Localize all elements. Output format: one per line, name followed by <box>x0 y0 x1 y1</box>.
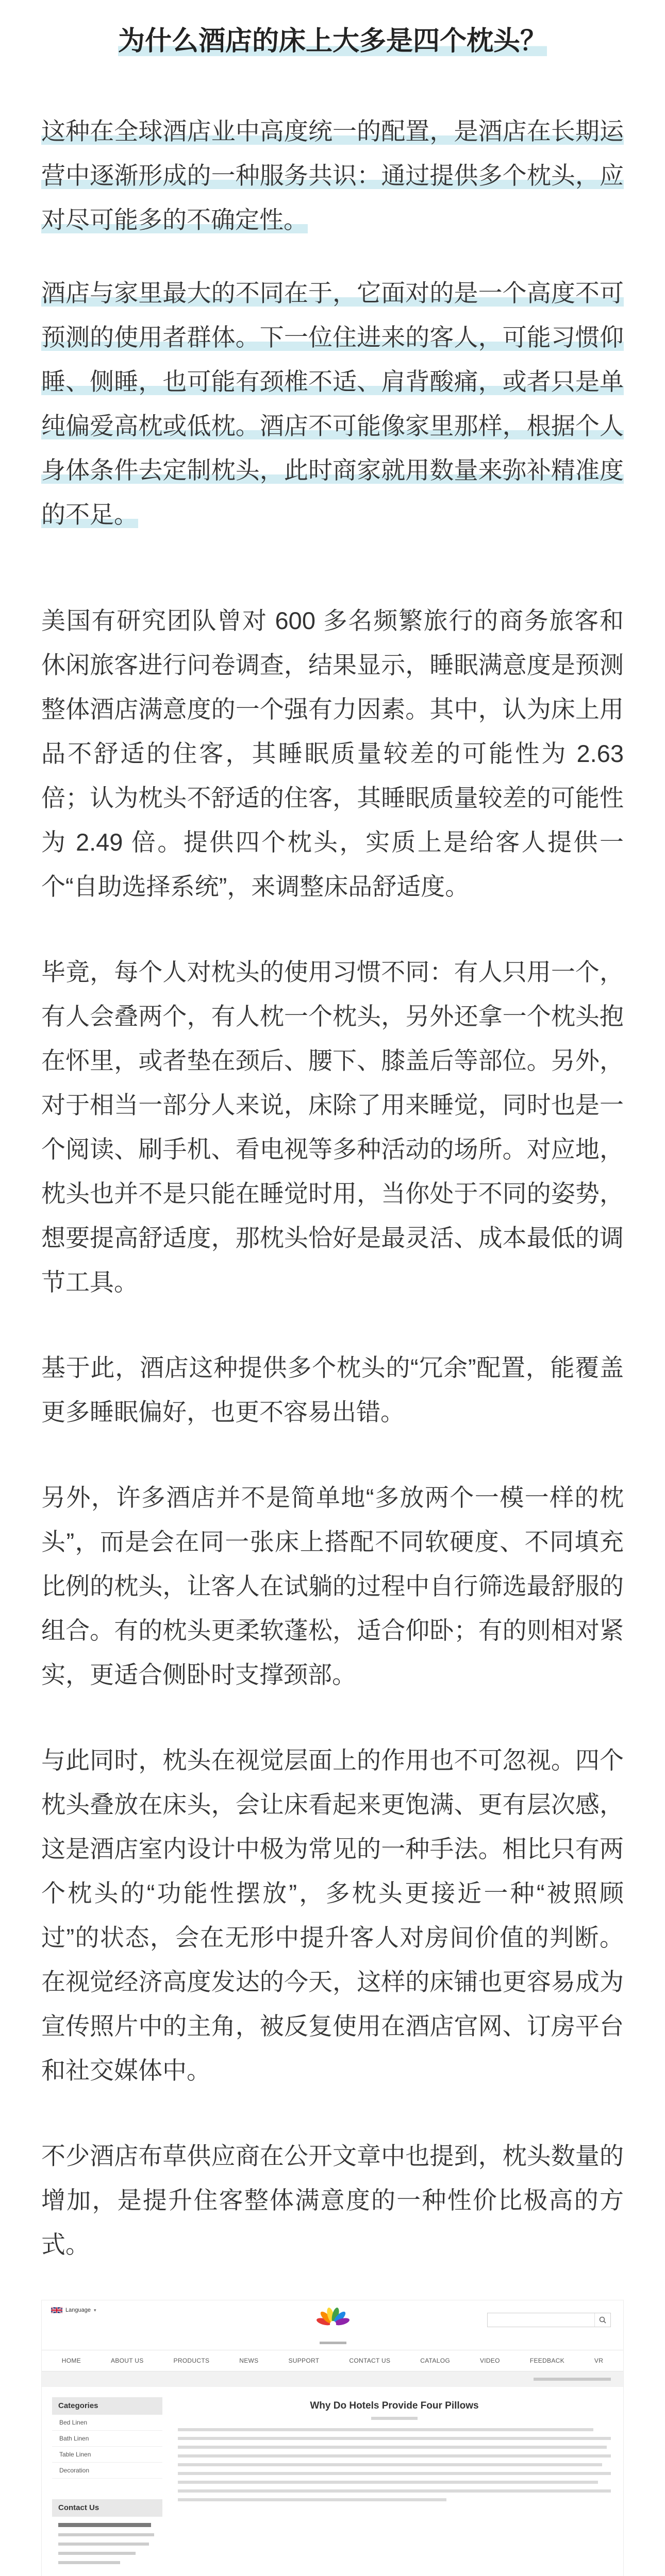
illegible-text-line <box>178 2463 602 2466</box>
site-nav-item-vr: VR <box>594 2357 604 2364</box>
language-selector <box>51 2307 96 2314</box>
search-button <box>594 2313 610 2327</box>
company-logo-icon <box>312 2303 354 2341</box>
illegible-text-line <box>178 2446 607 2449</box>
body-paragraph: 不少酒店布草供应商在公开文章中也提到，枕头数量的增加，是提升住客整体满意度的一种性价比极高的方式。 <box>41 2142 624 2258</box>
body-paragraph: 美国有研究团队曾对 600 多名频繁旅行的商务旅客和休闲旅客进行问卷调查，结果显示，睡眠满意度是预测整体酒店满意度的一个强有力因素。其中，认为床上用品不舒适的住客，其睡眠质量较差的可能性为 2.63 倍；认为枕头不舒适的住客，其睡眠质量较差的可能性为 2.49 倍。提供四个枕头，实质上是给客人提供一个“自助选择系统”，来调整床品舒适度。 <box>41 607 624 900</box>
article-title <box>41 19 624 64</box>
category-item: Table Linen <box>52 2447 162 2463</box>
logo-wordmark <box>320 2342 346 2344</box>
illegible-text-line <box>178 2481 598 2484</box>
search-icon <box>599 2316 606 2324</box>
intro-paragraph <box>41 271 624 537</box>
body-paragraph: 另外，许多酒店并不是简单地“多放两个一模一样的枕头”，而是会在同一张床上搭配不同软硬度、不同填充比例的枕头，让客人在试躺的过程中自行筛选最舒服的组合。有的枕头更柔软蓬松，适合仰卧；有的则相对紧实，更适合侧卧时支撑颈部。 <box>41 1484 624 1688</box>
illegible-text-line <box>58 2523 151 2527</box>
site-article <box>178 2400 611 2507</box>
site-article-title: Why Do Hotels Provide Four Pillows <box>310 2400 479 2411</box>
article-title-text: 为什么酒店的床上大多是四个枕头？ <box>118 26 547 56</box>
site-search-box <box>487 2313 611 2327</box>
site-nav-item-support: SUPPORT <box>288 2357 320 2364</box>
site-nav-item-products: PRODUCTS <box>173 2357 210 2364</box>
site-nav <box>42 2350 623 2371</box>
illegible-text-line <box>178 2498 446 2501</box>
illegible-text-line <box>58 2552 136 2555</box>
site-nav-item-news: NEWS <box>239 2357 259 2364</box>
intro-paragraph-text: 酒店与家里最大的不同在于，它面对的是一个高度不可预测的使用者群体。下一位住进来的客人，可能习惯仰睡、侧睡，也可能有颈椎不适、肩背酸痛，或者只是单纯偏爱高枕或低枕。酒店不可能像家里那样，根据个人身体条件去定制枕头，此时商家就用数量来弥补精准度的不足。 <box>41 279 624 528</box>
site-nav-item-video: VIDEO <box>479 2357 500 2364</box>
site-article-date <box>371 2417 418 2420</box>
breadcrumb <box>534 2378 611 2381</box>
language-label: Language <box>65 2307 91 2313</box>
illegible-text-line <box>58 2543 149 2546</box>
category-item: Decoration <box>52 2463 162 2479</box>
site-nav-item-catalog: CATALOG <box>420 2357 450 2364</box>
category-item: Bath Linen <box>52 2431 162 2447</box>
illegible-text-line <box>58 2561 120 2564</box>
categories-heading: Categories <box>52 2397 162 2415</box>
contact-details <box>52 2517 162 2564</box>
intro-paragraph-text: 这种在全球酒店业中高度统一的配置，是酒店在长期运营中逐渐形成的一种服务共识：通过提供多个枕头，应对尽可能多的不确定性。 <box>41 117 624 233</box>
illegible-text-line <box>178 2489 611 2493</box>
body-paragraph: 基于此，酒店这种提供多个枕头的“冗余”配置，能覆盖更多睡眠偏好，也更不容易出错。 <box>41 1354 624 1426</box>
category-item: Bed Linen <box>52 2415 162 2431</box>
illegible-text-line <box>178 2437 611 2440</box>
website-screenshot <box>41 2300 624 2576</box>
intro-paragraph <box>41 109 624 242</box>
company-logo <box>312 2303 354 2347</box>
illegible-text-line <box>58 2533 154 2536</box>
uk-flag-icon <box>51 2307 62 2314</box>
contact-heading: Contact Us <box>52 2499 162 2517</box>
illegible-text-line <box>178 2454 611 2458</box>
chevron-down-icon: ▾ <box>93 2307 96 2313</box>
body-paragraph: 毕竟，每个人对枕头的使用习惯不同：有人只用一个，有人会叠两个，有人枕一个枕头，另外还拿一个枕头抱在怀里，或者垫在颈后、腰下、膝盖后等部位。另外，对于相当一部分人来说，床除了用来睡觉，同时也是一个阅读、刷手机、看电视等多种活动的场所。对应地，枕头也并不是只能在睡觉时用，当你处于不同的姿势，想要提高舒适度，那枕头恰好是最灵活、成本最低的调节工具。 <box>41 958 624 1296</box>
site-sidebar <box>52 2397 162 2570</box>
site-nav-item-contact-us: CONTACT US <box>349 2357 391 2364</box>
illegible-text-line <box>178 2472 611 2475</box>
illegible-text-line <box>178 2428 593 2431</box>
website-screenshot-figure <box>41 2300 624 2576</box>
body-paragraph: 与此同时，枕头在视觉层面上的作用也不可忽视。四个枕头叠放在床头，会让床看起来更饱满、更有层次感，这是酒店室内设计中极为常见的一种手法。相比只有两个枕头的“功能性摆放”，多枕头更接近一种“被照顾过”的状态，会在无形中提升客人对房间价值的判断。在视觉经济高度发达的今天，这样的床铺也更容易成为宣传照片中的主角，被反复使用在酒店官网、订房平台和社交媒体中。 <box>41 1747 624 2084</box>
site-nav-item-about-us: ABOUT US <box>111 2357 144 2364</box>
site-nav-item-home: HOME <box>61 2357 81 2364</box>
contact-box <box>52 2499 162 2564</box>
site-nav-item-feedback: FEEDBACK <box>529 2357 564 2364</box>
